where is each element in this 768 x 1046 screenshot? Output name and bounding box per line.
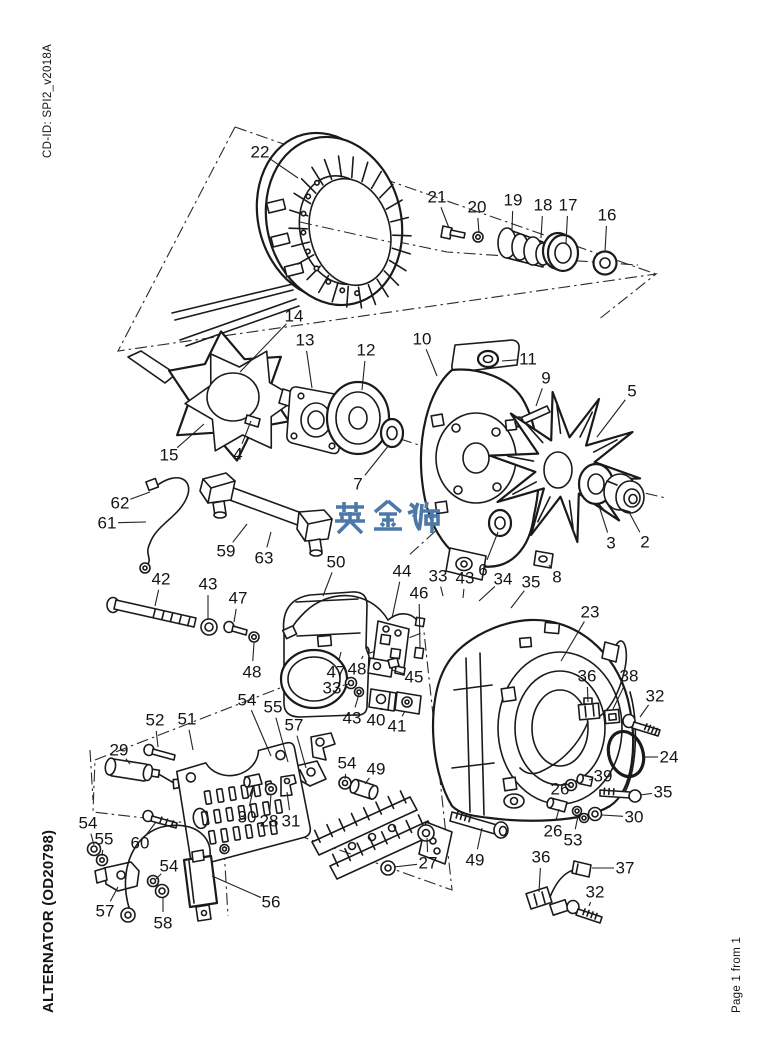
part-label-27: 27 bbox=[418, 853, 438, 873]
page-title: ALTERNATOR (OD20798) bbox=[40, 829, 57, 1013]
part-label-22: 22 bbox=[250, 142, 270, 162]
nut-20 bbox=[473, 232, 483, 242]
condenser-56 bbox=[202, 911, 207, 916]
leader-line bbox=[640, 793, 652, 795]
nut-30b bbox=[592, 811, 598, 817]
part-label-24: 24 bbox=[659, 747, 679, 767]
part-label-40: 40 bbox=[366, 710, 386, 730]
part-label-2: 2 bbox=[640, 532, 650, 552]
diode-30 bbox=[244, 777, 250, 787]
part-label-50: 50 bbox=[326, 552, 346, 572]
washer-3 bbox=[588, 474, 604, 494]
leader-line bbox=[589, 902, 591, 906]
condenser-56 bbox=[192, 850, 204, 862]
part-label-43: 43 bbox=[342, 708, 362, 728]
leader-line bbox=[605, 226, 606, 252]
leader-line bbox=[463, 589, 464, 598]
leader-line bbox=[479, 586, 495, 601]
front-housing-10 bbox=[492, 428, 500, 436]
plate-45 bbox=[368, 658, 399, 677]
part-label-61: 61 bbox=[97, 513, 117, 533]
vent-plate-51 bbox=[175, 741, 313, 866]
leader-line bbox=[233, 524, 247, 542]
part-label-33: 33 bbox=[428, 566, 448, 586]
stator-ring-22 bbox=[306, 194, 311, 199]
part-label-52: 52 bbox=[145, 710, 165, 730]
leader-line bbox=[102, 850, 103, 856]
stator-ring-22 bbox=[354, 291, 359, 296]
stator-ring-22 bbox=[326, 279, 331, 284]
screw-52 bbox=[152, 749, 175, 760]
leader-line bbox=[189, 730, 193, 750]
leader-line bbox=[441, 207, 449, 228]
cover-50 bbox=[281, 592, 369, 717]
condenser-56 bbox=[184, 850, 217, 921]
watermark-char-2 bbox=[374, 501, 402, 529]
part-label-47: 47 bbox=[228, 588, 248, 608]
part-label-10: 10 bbox=[412, 329, 432, 349]
screw-47a bbox=[232, 626, 247, 635]
stator-ring-22 bbox=[314, 266, 319, 271]
bracket-40 bbox=[377, 695, 386, 704]
part-label-45: 45 bbox=[404, 667, 424, 687]
part-label-31: 31 bbox=[281, 811, 301, 831]
bushing-11 bbox=[478, 351, 498, 367]
part-label-37: 37 bbox=[615, 858, 635, 878]
lead-wire-37 bbox=[572, 861, 591, 877]
bearing-7 bbox=[381, 419, 403, 447]
part-label-16: 16 bbox=[597, 205, 617, 225]
part-label-49: 49 bbox=[366, 759, 386, 779]
washer-27b bbox=[385, 865, 391, 871]
part-label-3: 3 bbox=[606, 533, 616, 553]
part-label-56: 56 bbox=[261, 892, 281, 912]
bracket-57c bbox=[95, 868, 107, 883]
lead-wire-61-62 bbox=[147, 478, 189, 566]
nut-20 bbox=[476, 235, 480, 239]
bolt-49b bbox=[500, 827, 507, 836]
part-label-14: 14 bbox=[284, 306, 304, 326]
front-housing-10 bbox=[461, 561, 467, 567]
stator-ring-22 bbox=[180, 299, 296, 340]
part-label-30: 30 bbox=[237, 807, 257, 827]
part-label-23: 23 bbox=[580, 602, 600, 622]
brush-holder-44 bbox=[395, 630, 401, 636]
part-label-55: 55 bbox=[263, 697, 283, 717]
rear-housing-23 bbox=[511, 798, 518, 805]
part-label-20: 20 bbox=[467, 197, 487, 217]
leader-line bbox=[394, 864, 417, 867]
leader-line bbox=[477, 828, 482, 849]
leader-line bbox=[118, 522, 146, 523]
leader-line bbox=[441, 587, 443, 596]
harness-38 bbox=[602, 642, 619, 662]
part-label-54: 54 bbox=[337, 753, 357, 773]
part-label-55: 55 bbox=[94, 829, 114, 849]
part-label-36: 36 bbox=[577, 666, 597, 686]
bracket-57b bbox=[307, 768, 315, 776]
bearing-17 bbox=[543, 233, 578, 271]
washer-43c bbox=[357, 690, 361, 694]
leader-line bbox=[419, 604, 420, 648]
bearing-17 bbox=[555, 243, 571, 263]
ground-wire-58 bbox=[159, 888, 165, 894]
stator-ring-22 bbox=[340, 288, 345, 293]
part-label-29: 29 bbox=[109, 740, 129, 760]
lever-57a bbox=[311, 733, 335, 760]
bracket-40 bbox=[369, 689, 396, 711]
leader-line bbox=[478, 218, 479, 233]
leader-line bbox=[602, 815, 623, 816]
part-label-32: 32 bbox=[585, 882, 605, 902]
front-housing-10 bbox=[452, 424, 460, 432]
leader-line bbox=[512, 211, 513, 230]
part-label-43: 43 bbox=[455, 568, 475, 588]
part-label-35: 35 bbox=[653, 782, 673, 802]
connector-36a bbox=[578, 703, 599, 720]
part-label-18: 18 bbox=[533, 195, 553, 215]
part-label-57: 57 bbox=[284, 715, 304, 735]
washer-55b bbox=[100, 858, 104, 862]
vent-plate-51 bbox=[186, 772, 196, 782]
part-label-47: 47 bbox=[326, 662, 346, 682]
leader-line bbox=[253, 643, 254, 661]
screw-21 bbox=[441, 226, 465, 239]
part-label-30: 30 bbox=[624, 807, 644, 827]
retainer-plate-13 bbox=[291, 433, 297, 439]
nut-30b bbox=[589, 808, 602, 821]
clip-31 bbox=[285, 779, 290, 784]
leader-line bbox=[212, 876, 261, 898]
bearing-6 bbox=[489, 510, 511, 536]
leader-line bbox=[267, 532, 271, 547]
part-label-9: 9 bbox=[541, 368, 551, 388]
fan-5 bbox=[544, 452, 572, 488]
washer-27b bbox=[381, 861, 395, 875]
part-label-54: 54 bbox=[237, 690, 257, 710]
leader-line bbox=[234, 609, 236, 622]
washer-38 bbox=[605, 709, 620, 723]
ground-wire-58 bbox=[125, 912, 131, 918]
plate-45 bbox=[374, 663, 381, 670]
terminal-bar-59-63 bbox=[310, 550, 322, 556]
stator-ring-22 bbox=[175, 290, 293, 320]
leader-line bbox=[587, 687, 588, 702]
cd-id-text: CD-ID: SPI2_v2018A bbox=[42, 43, 54, 158]
vent-plate-51 bbox=[275, 750, 285, 760]
part-label-48: 48 bbox=[242, 662, 262, 682]
screw-52 bbox=[144, 745, 175, 761]
washer-28 bbox=[266, 784, 277, 795]
part-label-15: 15 bbox=[159, 445, 179, 465]
suppressor-29 bbox=[104, 757, 182, 789]
stator-ring-22 bbox=[314, 180, 319, 185]
square-nut-8 bbox=[539, 556, 547, 562]
part-label-59: 59 bbox=[216, 541, 236, 561]
part-label-7: 7 bbox=[353, 474, 363, 494]
washer-27a bbox=[418, 825, 434, 841]
part-label-57: 57 bbox=[95, 901, 115, 921]
rear-housing-23 bbox=[545, 622, 560, 633]
washer-55b bbox=[97, 855, 108, 866]
screw-32b bbox=[567, 901, 602, 924]
bushing-11 bbox=[484, 356, 493, 363]
lever-57a bbox=[316, 738, 324, 746]
leader-line bbox=[392, 582, 400, 618]
part-label-49: 49 bbox=[465, 850, 485, 870]
rear-housing-23 bbox=[501, 687, 516, 702]
part-label-28: 28 bbox=[259, 811, 279, 831]
part-label-33: 33 bbox=[322, 678, 342, 698]
spacer-ring-12 bbox=[349, 407, 367, 429]
terminal-bar-59-63 bbox=[297, 510, 332, 541]
washer-28 bbox=[269, 787, 273, 791]
rear-housing-23 bbox=[520, 637, 532, 647]
nut-43a bbox=[201, 619, 217, 635]
part-label-36: 36 bbox=[531, 847, 551, 867]
part-label-38: 38 bbox=[619, 666, 639, 686]
rectifier-heatsink bbox=[349, 843, 356, 850]
lead-wire-61-62 bbox=[140, 478, 189, 573]
washer-16 bbox=[600, 258, 610, 268]
part-label-19: 19 bbox=[503, 190, 523, 210]
lever-57a bbox=[311, 733, 335, 760]
bracket-41 bbox=[395, 692, 421, 714]
part-label-54: 54 bbox=[159, 856, 179, 876]
watermark-char-1 bbox=[335, 502, 365, 533]
leader-line bbox=[345, 774, 346, 779]
leader-line bbox=[130, 492, 150, 499]
terminal-bar-59-63 bbox=[200, 473, 235, 503]
leader-line bbox=[155, 590, 159, 606]
leader-line bbox=[307, 351, 312, 388]
spacer-49a bbox=[348, 778, 379, 800]
part-label-58: 58 bbox=[153, 913, 173, 933]
bearing-6 bbox=[495, 517, 505, 529]
nut-46 bbox=[414, 647, 423, 658]
leader-line bbox=[156, 731, 158, 747]
page-number-text: Page 1 from 1 bbox=[731, 936, 743, 1013]
washers-53 bbox=[582, 816, 586, 820]
screw-47a bbox=[224, 622, 247, 636]
leader-line bbox=[426, 349, 437, 376]
part-label-17: 17 bbox=[558, 195, 578, 215]
lead-wire-61-62 bbox=[143, 566, 147, 570]
washers-53 bbox=[575, 809, 579, 813]
rear-housing-23 bbox=[503, 777, 517, 791]
front-housing-10 bbox=[463, 443, 489, 473]
part-label-62: 62 bbox=[110, 493, 130, 513]
part-label-32: 32 bbox=[645, 686, 665, 706]
bracket-41 bbox=[405, 700, 409, 704]
brush-holder-44 bbox=[383, 626, 389, 632]
leader-line bbox=[323, 572, 332, 596]
washer-16 bbox=[594, 252, 617, 275]
part-label-26: 26 bbox=[550, 779, 570, 799]
part-label-42: 42 bbox=[151, 569, 171, 589]
stator-ring-22 bbox=[301, 211, 306, 216]
ground-wire-58 bbox=[151, 879, 156, 884]
front-housing-10 bbox=[493, 483, 501, 491]
vent-plate-51 bbox=[222, 847, 227, 852]
stator-ring-22 bbox=[305, 249, 310, 254]
part-label-44: 44 bbox=[392, 561, 412, 581]
part-label-46: 46 bbox=[409, 583, 429, 603]
bolt-35b bbox=[629, 790, 641, 802]
terminal-bar-59-63 bbox=[214, 512, 226, 518]
retainer-plate-13 bbox=[308, 411, 324, 429]
stator-ring-22 bbox=[186, 306, 299, 346]
part-label-11: 11 bbox=[519, 349, 537, 369]
part-label-12: 12 bbox=[356, 340, 376, 360]
part-label-26: 26 bbox=[543, 821, 563, 841]
watermark bbox=[335, 501, 440, 533]
part-label-8: 8 bbox=[552, 567, 562, 587]
bearing-7 bbox=[387, 427, 397, 440]
retainer-plate-13 bbox=[298, 393, 304, 399]
part-label-43: 43 bbox=[198, 574, 218, 594]
terminal-bar-59-63 bbox=[227, 487, 307, 527]
washer-48a bbox=[249, 632, 259, 642]
part-label-35: 35 bbox=[521, 572, 541, 592]
nut-43a bbox=[205, 623, 213, 631]
leader-line bbox=[427, 838, 428, 852]
leader-line bbox=[511, 591, 524, 608]
spacer-ring-12 bbox=[327, 382, 389, 454]
watermark-char-2 bbox=[374, 501, 402, 529]
through-bolt-42 bbox=[107, 598, 196, 628]
part-label-34: 34 bbox=[493, 569, 513, 589]
part-label-5: 5 bbox=[627, 381, 637, 401]
washer-48a bbox=[252, 635, 256, 639]
front-housing-10 bbox=[454, 486, 462, 494]
part-label-63: 63 bbox=[254, 548, 274, 568]
part-label-51: 51 bbox=[177, 709, 197, 729]
washer-33b bbox=[349, 681, 354, 686]
stator-ring-22 bbox=[301, 230, 306, 235]
front-housing-10 bbox=[431, 414, 444, 427]
bracket-57c bbox=[95, 862, 139, 891]
leader-line bbox=[536, 388, 542, 406]
part-label-54: 54 bbox=[78, 813, 98, 833]
leader-line bbox=[297, 736, 306, 768]
pulley-nut-2 bbox=[629, 495, 637, 504]
rear-housing-23 bbox=[515, 671, 605, 785]
part-label-39: 39 bbox=[593, 766, 613, 786]
part-label-53: 53 bbox=[563, 830, 583, 850]
nut-54d bbox=[343, 781, 348, 786]
square-nut-8 bbox=[534, 551, 553, 568]
part-label-48: 48 bbox=[347, 659, 367, 679]
lead-wire-61-62 bbox=[146, 479, 158, 491]
bracket-57c bbox=[117, 871, 125, 879]
stator-ring-22 bbox=[172, 284, 293, 313]
connector-36b bbox=[526, 887, 568, 915]
plate-45 bbox=[388, 658, 399, 668]
screw-21 bbox=[450, 230, 465, 238]
assembly-axis-lines bbox=[90, 750, 93, 800]
washer-38 bbox=[605, 709, 620, 723]
part-label-6: 6 bbox=[478, 560, 488, 580]
leader-line bbox=[597, 400, 625, 437]
nut-46 bbox=[414, 647, 423, 658]
part-label-13: 13 bbox=[295, 330, 315, 350]
rotor-15 bbox=[207, 373, 259, 421]
suppressor-29 bbox=[151, 769, 159, 777]
washer-33b bbox=[346, 678, 357, 689]
retainer-plate-13 bbox=[329, 443, 335, 449]
vent-plate-51 bbox=[175, 741, 313, 866]
leader-line bbox=[147, 822, 156, 834]
part-label-21: 21 bbox=[427, 187, 447, 207]
watermark-char-1 bbox=[335, 502, 365, 533]
part-label-4: 4 bbox=[233, 444, 243, 464]
rotor-15 bbox=[128, 351, 176, 383]
part-label-60: 60 bbox=[130, 833, 150, 853]
washer-27a bbox=[423, 830, 430, 837]
cover-50 bbox=[318, 635, 332, 646]
part-label-41: 41 bbox=[387, 716, 407, 736]
leader-line bbox=[629, 512, 640, 532]
leader-line bbox=[640, 705, 649, 717]
